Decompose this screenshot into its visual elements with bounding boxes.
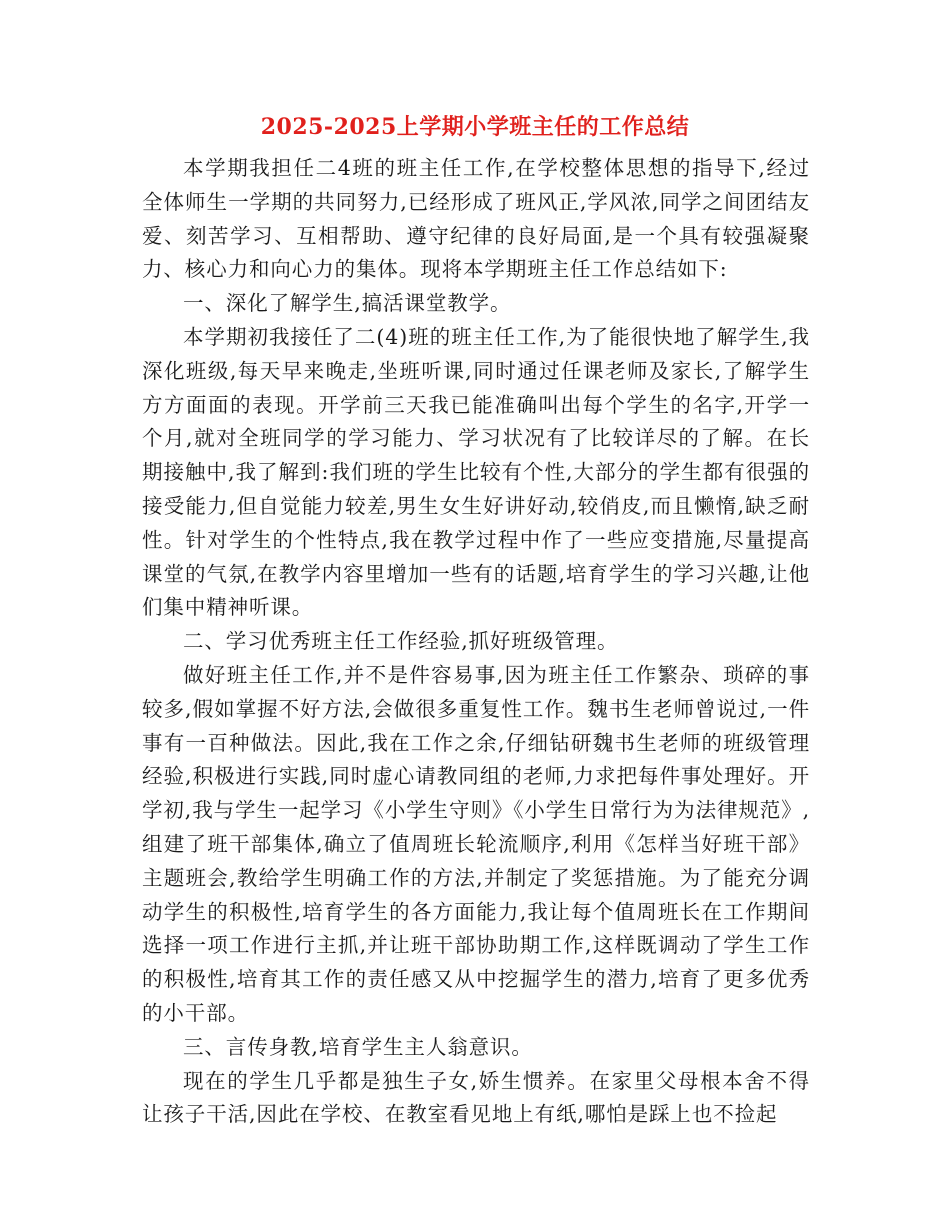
- section-heading-2: 二、学习优秀班主任工作经验,抓好班级管理。: [183, 629, 619, 654]
- paragraph-section-1: 本学期初我接任了二(4)班的班主任工作,为了能很快地了解学生,我深化班级,每天早来晚走,坐班听课,同时通过任课老师及家长,了解学生方方面面的表现。开学前三天我已能准确叫出每个学生的名字,开学一个月,就对全班同学的学习能力、学习状况有了比较详尽的了解。在长期接触中,我了解到:我们班的学生比较有个性,大部分的学生都有很强的接受能力,但自觉能力较差,男生女生好讲好动,较俏皮,而且懒惰,缺乏耐性。针对学生的个性特点,我在教学过程中作了一些应变措施,尽量提高课堂的气氛,在教学内容里增加一些有的话题,培育学生的学习兴趣,让他们集中精神听课。: [142, 324, 810, 620]
- paragraph-section-3: 现在的学生几乎都是独生子女,娇生惯养。在家里父母根本舍不得让孩子干活,因此在学校、在教室看见地上有纸,哪怕是踩上也不捡起: [142, 1068, 810, 1127]
- paragraph-section-2: 做好班主任工作,并不是件容易事,因为班主任工作繁杂、琐碎的事较多,假如掌握不好方法,会做很多重复性工作。魏书生老师曾说过,一件事有一百种做法。因此,我在工作之余,仔细钻研魏书生老师的班级管理经验,积极进行实践,同时虚心请教同组的老师,力求把每件事处理好。开学初,我与学生一起学习《小学生守则》《小学生日常行为为法律规范》,组建了班干部集体,确立了值周班长轮流顺序,利用《怎样当好班干部》主题班会,教给学生明确工作的方法,并制定了奖惩措施。为了能充分调动学生的积极性,培育学生的各方面能力,我让每个值周班长在工作期间选择一项工作进行主抓,并让班干部协助期工作,这样既调动了学生工作的积极性,培育其工作的责任感又从中挖掘学生的潜力,培育了更多优秀的小干部。: [142, 662, 810, 1025]
- document-title: 2025-2025上学期小学班主任的工作总结: [260, 114, 690, 140]
- document-body: [142, 152, 810, 1132]
- paragraph-intro: 本学期我担任二4班的班主任工作,在学校整体思想的指导下,经过全体师生一学期的共同努力,已经形成了班风正,学风浓,同学之间团结友爱、刻苦学习、互相帮助、遵守纪律的良好局面,是一个具有较强凝聚力、核心力和向心力的集体。现将本学期班主任工作总结如下:: [142, 156, 810, 282]
- section-heading-3: 三、言传身教,培育学生主人翁意识。: [183, 1034, 533, 1059]
- section-heading-1: 一、深化了解学生,搞活课堂教学。: [183, 291, 512, 316]
